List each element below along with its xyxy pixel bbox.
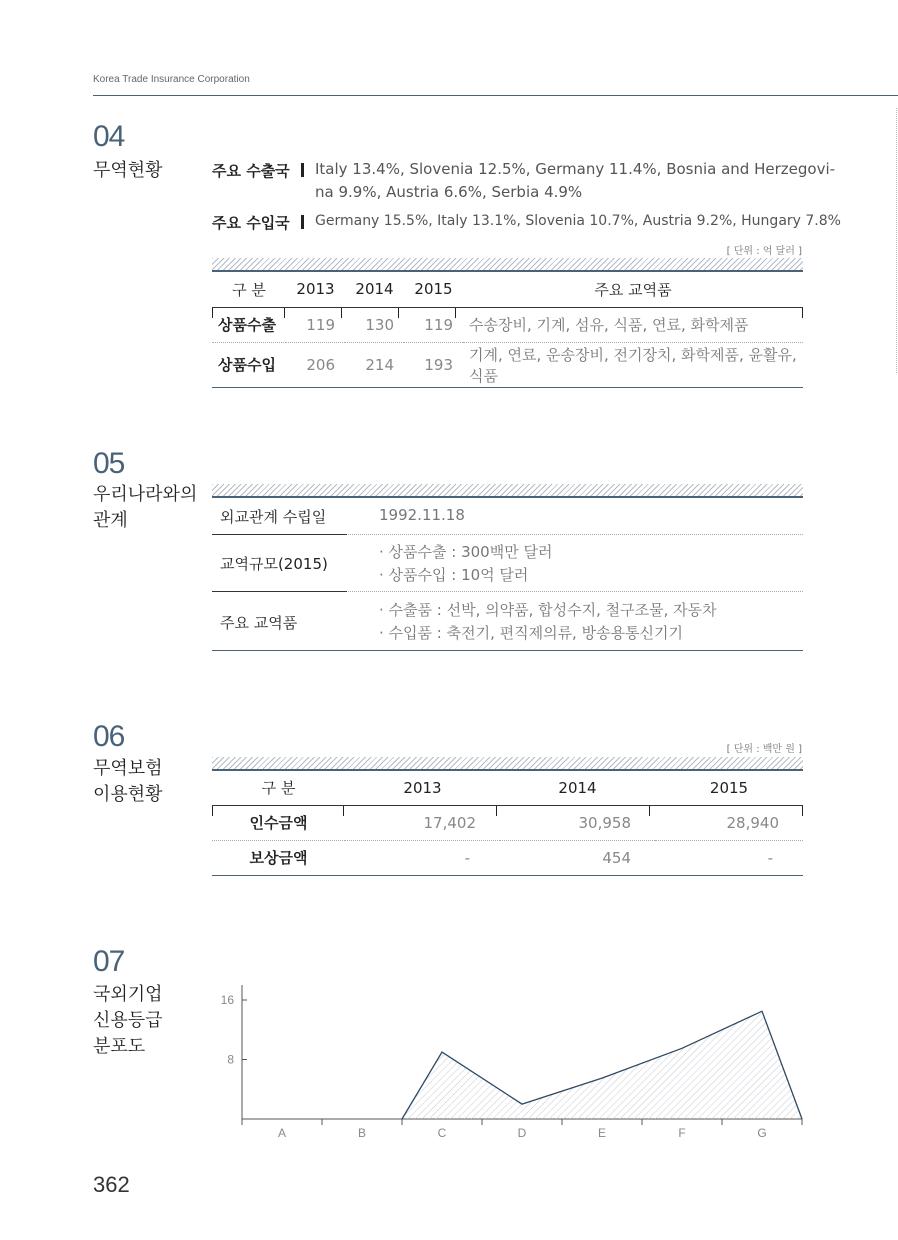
col-header: 주요 교역품 — [594, 280, 672, 299]
row-value-line2: · 상품수입 : 10억 달러 — [379, 566, 529, 584]
row-value-line1: · 수출품 : 선박, 의약품, 합성수지, 철구조물, 자동차 — [379, 601, 717, 619]
cell-value: 119 — [306, 315, 335, 334]
section-number-06: 06 — [93, 720, 125, 753]
row-label: 보상금액 — [249, 849, 308, 867]
tick — [212, 308, 213, 318]
tick — [398, 308, 399, 318]
row-label: 상품수출 — [218, 316, 276, 334]
cell-value: 17,402 — [423, 813, 476, 832]
export-partners-line1: Italy 13.4%, Slovenia 12.5%, Germany 11.4%, Bosnia and Herzegovi- — [315, 160, 836, 178]
cell-value: - — [464, 848, 470, 867]
export-partners-label: 주요 수출국 — [212, 162, 290, 180]
table-row — [212, 805, 803, 840]
col-header: 구 분 — [261, 779, 296, 798]
org-name: Korea Trade Insurance Corporation — [93, 74, 250, 85]
import-partners-label: 주요 수입국 — [212, 214, 290, 232]
row-label: 인수금액 — [249, 814, 308, 832]
col-header: 2015 — [709, 778, 749, 797]
header-rule — [93, 95, 898, 96]
table-row — [212, 840, 803, 875]
tick — [455, 308, 456, 318]
cell-value: 454 — [602, 848, 631, 867]
unit-label: [ 단위 : 억 달러 ] — [726, 246, 802, 257]
section-title-04: 무역현황 — [93, 160, 163, 181]
label-bar — [301, 215, 304, 229]
col-header: 2013 — [296, 280, 335, 299]
table-header-hatch — [212, 757, 803, 771]
col-header: 2015 — [414, 280, 453, 299]
x-tick-label: G — [757, 1126, 767, 1140]
y-tick-label: 8 — [227, 1052, 234, 1067]
cell-value: - — [767, 848, 773, 867]
relation-row-1 — [212, 498, 803, 535]
tick — [341, 308, 342, 318]
cell-items: 수송장비, 기계, 섬유, 식품, 연료, 화학제품 — [469, 316, 749, 334]
x-tick-label: F — [678, 1126, 686, 1140]
page-number: 362 — [93, 1172, 130, 1197]
cell-value: 28,940 — [726, 813, 779, 832]
table-row — [212, 342, 803, 387]
table-header-hatch — [212, 258, 803, 272]
relation-row-2 — [212, 535, 803, 592]
cell-value: 206 — [306, 355, 335, 374]
section-title-07-line2: 신용등급 — [93, 1010, 163, 1031]
tick — [802, 806, 803, 816]
section-title-06-line1: 무역보험 — [93, 758, 163, 779]
export-partners-line2: na 9.9%, Austria 6.6%, Serbia 4.9% — [315, 183, 583, 201]
x-tick-label: C — [437, 1126, 447, 1140]
tick — [212, 806, 213, 816]
row-value-line1: · 상품수출 : 300백만 달러 — [379, 543, 553, 561]
trade-table — [212, 272, 803, 388]
col-header: 2013 — [403, 778, 442, 797]
tick — [649, 806, 650, 816]
x-tick-label: B — [357, 1126, 367, 1140]
relation-row-3 — [212, 592, 803, 651]
row-label: 외교관계 수립일 — [220, 508, 327, 526]
cell-value: 30,958 — [578, 813, 631, 832]
y-tick-label: 16 — [220, 993, 234, 1007]
section-number-04: 04 — [93, 120, 125, 153]
unit-label: [ 단위 : 백만 원 ] — [726, 744, 802, 755]
cell-items: 기계, 연료, 운송장비, 전기장치, 화학제품, 윤활유, 식품 — [469, 345, 797, 385]
x-tick-label: E — [597, 1126, 607, 1140]
cell-value: 193 — [424, 355, 453, 374]
row-label: 상품수입 — [218, 356, 276, 374]
section-title-07-line1: 국외기업 — [93, 984, 163, 1005]
section-number-07: 07 — [93, 945, 125, 978]
credit-rating-chart — [200, 980, 820, 1150]
col-header: 2014 — [558, 778, 597, 797]
section-title-06-line2: 이용현황 — [93, 784, 163, 805]
tick — [343, 806, 344, 816]
table-row — [212, 307, 803, 342]
import-partners-value: Germany 15.5%, Italy 13.1%, Slovenia 10.7%, Austria 9.2%, Hungary 7.8% — [315, 213, 841, 229]
col-header: 2014 — [355, 280, 394, 299]
cell-value: 130 — [365, 315, 394, 334]
tick — [802, 308, 803, 318]
side-dotted-rule — [896, 108, 897, 373]
section-title-07-line3: 분포도 — [93, 1036, 146, 1057]
col-header: 구 분 — [232, 280, 266, 299]
tick — [496, 806, 497, 816]
row-label: 주요 교역품 — [220, 614, 298, 632]
tick — [284, 308, 285, 318]
row-value: 1992.11.18 — [379, 506, 465, 524]
section-title-05-line2: 관계 — [93, 510, 128, 531]
section-number-05: 05 — [93, 447, 125, 480]
row-label: 교역규모(2015) — [220, 555, 328, 573]
table-header-hatch — [212, 484, 803, 498]
cell-value: 119 — [424, 315, 453, 334]
label-bar — [301, 163, 304, 177]
x-tick-label: D — [517, 1126, 527, 1140]
cell-value: 214 — [365, 355, 394, 374]
insurance-table — [212, 771, 803, 876]
row-value-line2: · 수입품 : 축전기, 편직제의류, 방송용통신기기 — [379, 624, 684, 642]
x-tick-label: A — [277, 1126, 287, 1140]
section-title-05-line1: 우리나라와의 — [93, 484, 198, 505]
